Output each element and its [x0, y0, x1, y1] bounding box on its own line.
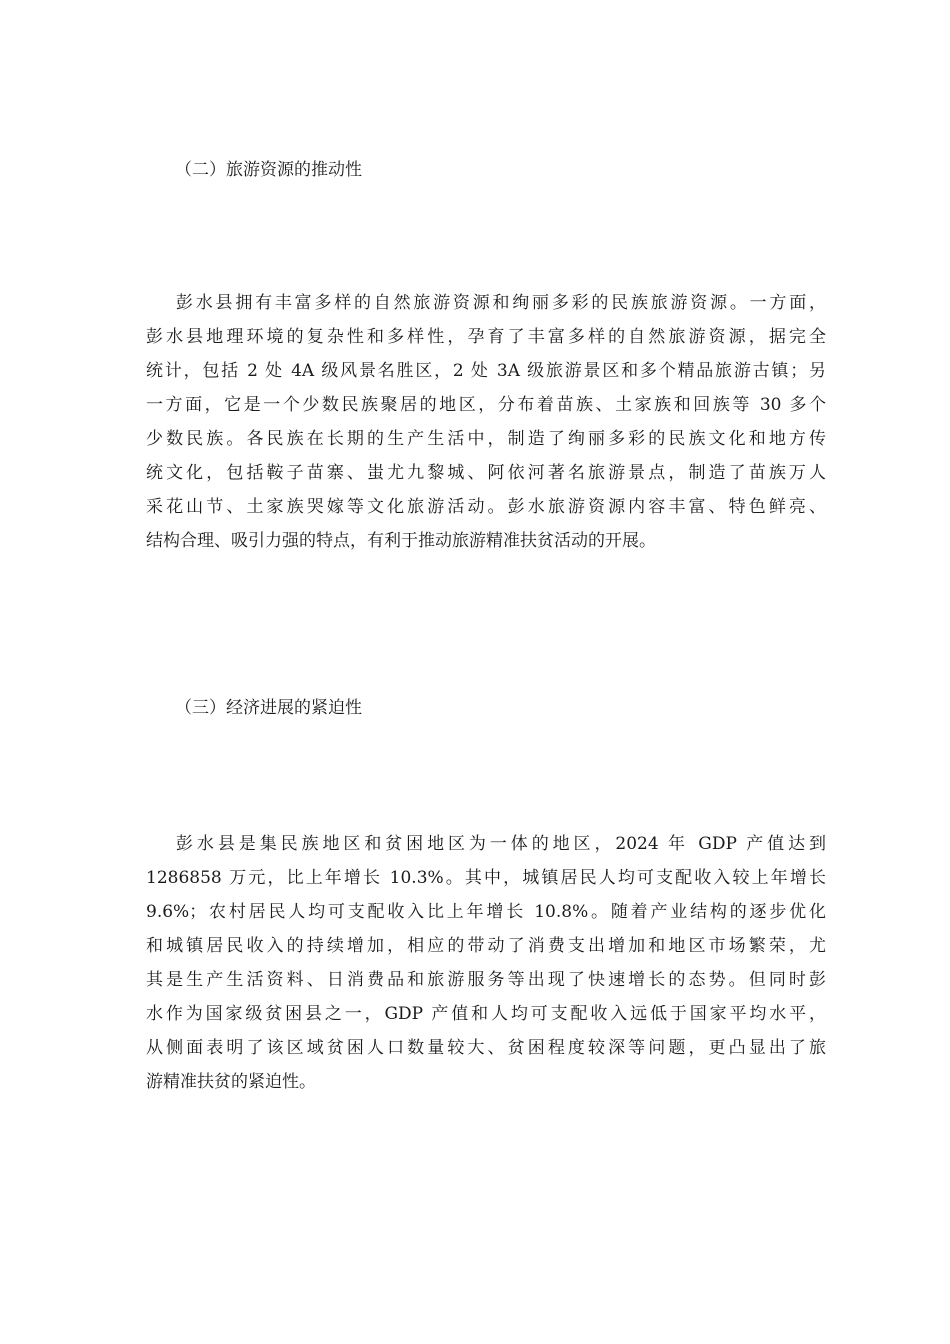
paragraph-line: 彭水县是集民族地区和贫困地区为一体的地区，2024 年 GDP 产值达到 — [176, 834, 826, 854]
paragraph-line: 结构合理、吸引力强的特点，有利于推动旅游精准扶贫活动的开展。 — [146, 531, 656, 551]
paragraph-line: 1286858 万元，比上年增长 10.3%。其中，城镇居民人均可支配收入较上年增长 — [146, 868, 826, 888]
paragraph-economic-urgency — [146, 827, 826, 1099]
section-heading-tourism-resources: （二）旅游资源的推动性 — [175, 160, 362, 180]
paragraph-line: 统计，包括 2 处 4A 级风景名胜区，2 处 3A 级旅游景区和多个精品旅游古镇；另 — [146, 361, 826, 381]
paragraph-line: 彭水县地理环境的复杂性和多样性，孕育了丰富多样的自然旅游资源，据完全 — [146, 327, 826, 347]
paragraph-line: 统文化，包括鞍子苗寨、蚩尤九黎城、阿依河著名旅游景点，制造了苗族万人 — [146, 463, 826, 483]
paragraph-line: 采花山节、土家族哭嫁等文化旅游活动。彭水旅游资源内容丰富、特色鲜亮、 — [146, 497, 826, 517]
paragraph-line: 从侧面表明了该区域贫困人口数量较大、贫困程度较深等问题，更凸显出了旅 — [146, 1038, 826, 1058]
paragraph-line: 水作为国家级贫困县之一，GDP 产值和人均可支配收入远低于国家平均水平， — [146, 1004, 826, 1024]
section-heading-economic-urgency: （三）经济进展的紧迫性 — [175, 698, 362, 718]
paragraph-tourism-resources — [146, 286, 826, 558]
paragraph-line: 一方面，它是一个少数民族聚居的地区，分布着苗族、土家族和回族等 30 多个 — [146, 395, 826, 415]
paragraph-line: 少数民族。各民族在长期的生产生活中，制造了绚丽多彩的民族文化和地方传 — [146, 429, 826, 449]
paragraph-line: 彭水县拥有丰富多样的自然旅游资源和绚丽多彩的民族旅游资源。一方面， — [176, 293, 826, 313]
paragraph-line: 其是生产生活资料、日消费品和旅游服务等出现了快速增长的态势。但同时彭 — [146, 970, 826, 990]
paragraph-line: 游精准扶贫的紧迫性。 — [146, 1072, 316, 1092]
paragraph-line: 和城镇居民收入的持续增加，相应的带动了消费支出增加和地区市场繁荣，尤 — [146, 936, 826, 956]
paragraph-line: 9.6%；农村居民人均可支配收入比上年增长 10.8%。随着产业结构的逐步优化 — [146, 902, 826, 922]
